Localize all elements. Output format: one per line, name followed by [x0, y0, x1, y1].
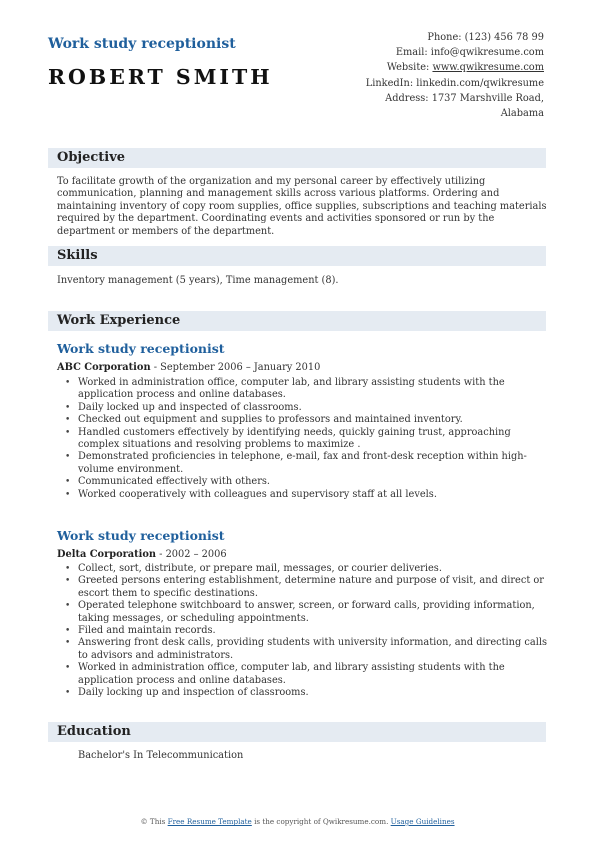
list-item: • Demonstrated proficiencies in telephone, e-mail, fax and front-desk reception within high-volume environment. — [57, 451, 547, 476]
objective-heading-bar — [48, 148, 546, 168]
education-heading: Education — [57, 724, 131, 739]
list-item: • Worked in administration office, computer lab, and library assisting students with the application process and online databases. — [57, 377, 547, 402]
list-item: • Worked cooperatively with colleagues and supervisory staff at all levels. — [57, 489, 547, 501]
contact-linkedin: LinkedIn: linkedin.com/qwikresume — [365, 77, 544, 89]
resume-header — [48, 30, 548, 120]
list-item: • Collect, sort, distribute, or prepare mail, messages, or courier deliveries. — [57, 563, 547, 575]
experience-heading-bar — [48, 311, 546, 331]
contact-address-line2: Alabama — [500, 108, 544, 120]
list-item: • Operated telephone switchboard to answer, screen, or forward calls, providing information, taking messages, or scheduling appointments. — [57, 600, 547, 625]
contact-website — [284, 60, 544, 75]
contact-website-label: Website: — [386, 62, 433, 74]
contact-email: Email: info@qwikresume.com — [395, 47, 544, 59]
list-item: • Answering front desk calls, providing students with university information, and directing calls to advisors and administrators. — [57, 637, 547, 662]
job-2-company: Delta Corporation — [57, 549, 157, 560]
job-1-dates: - September 2006 – January 2010 — [150, 362, 321, 373]
footer-middle: is the copyright of Qwikresume.com. — [251, 817, 391, 826]
skills-heading-bar — [48, 246, 546, 266]
list-item: • Daily locked up and inspected of classrooms. — [57, 402, 547, 414]
list-item: • Filed and maintain records. — [57, 625, 547, 637]
job-title: Work study receptionist — [48, 36, 236, 52]
job-1-company-line — [57, 362, 320, 373]
website-link[interactable]: www.qwikresume.com — [432, 62, 544, 74]
job-2-title: Work study receptionist — [57, 528, 225, 543]
skills-text: Inventory management (5 years), Time management (8). — [57, 275, 339, 286]
contact-address-line1: Address: 1737 Marshville Road, — [385, 92, 544, 104]
list-item: • Checked out equipment and supplies to professors and maintained inventory. — [57, 414, 547, 426]
footer-prefix: © This — [140, 817, 168, 826]
job-2-dates: - 2002 – 2006 — [156, 549, 227, 560]
usage-guidelines-link[interactable]: Usage Guidelines — [390, 817, 455, 826]
list-item: • Communicated effectively with others. — [57, 476, 547, 488]
job-2-company-line — [57, 549, 227, 560]
list-item: • Greeted persons entering establishment, determine nature and purpose of visit, and direct or escort them to specific destinations. — [57, 575, 547, 600]
job-2-bullets — [57, 563, 547, 699]
job-1-company: ABC Corporation — [57, 362, 151, 373]
list-item: • Handled customers effectively by identifying needs, quickly gaining trust, approaching complex situations and resolving problems to maximize . — [57, 427, 547, 452]
free-resume-template-link[interactable]: Free Resume Template — [167, 817, 252, 826]
candidate-name: ROBERT SMITH — [48, 65, 273, 89]
job-1-title: Work study receptionist — [57, 341, 225, 356]
objective-text: To facilitate growth of the organization and my personal career by effectively utilizing communication, planning and management skills across various platforms. Ordering and maintaining inventory of copy room supplies, office supplies, subscriptions and teaching materials required by the department. Coordinating events and activities sponsored or run by the department or members of the department. — [57, 176, 547, 237]
list-item: • Daily locking up and inspection of classrooms. — [57, 687, 547, 699]
contact-block — [284, 30, 544, 121]
skills-heading: Skills — [57, 248, 98, 263]
job-1-bullets — [57, 377, 547, 501]
contact-phone: Phone: (123) 456 78 99 — [427, 32, 544, 43]
education-heading-bar — [48, 722, 546, 742]
copyright-footer — [0, 817, 595, 826]
list-item: • Worked in administration office, computer lab, and library assisting students with the application process and online databases. — [57, 662, 547, 687]
education-degree: Bachelor's In Telecommunication — [78, 750, 244, 761]
experience-heading: Work Experience — [57, 313, 181, 328]
objective-heading: Objective — [57, 150, 126, 165]
